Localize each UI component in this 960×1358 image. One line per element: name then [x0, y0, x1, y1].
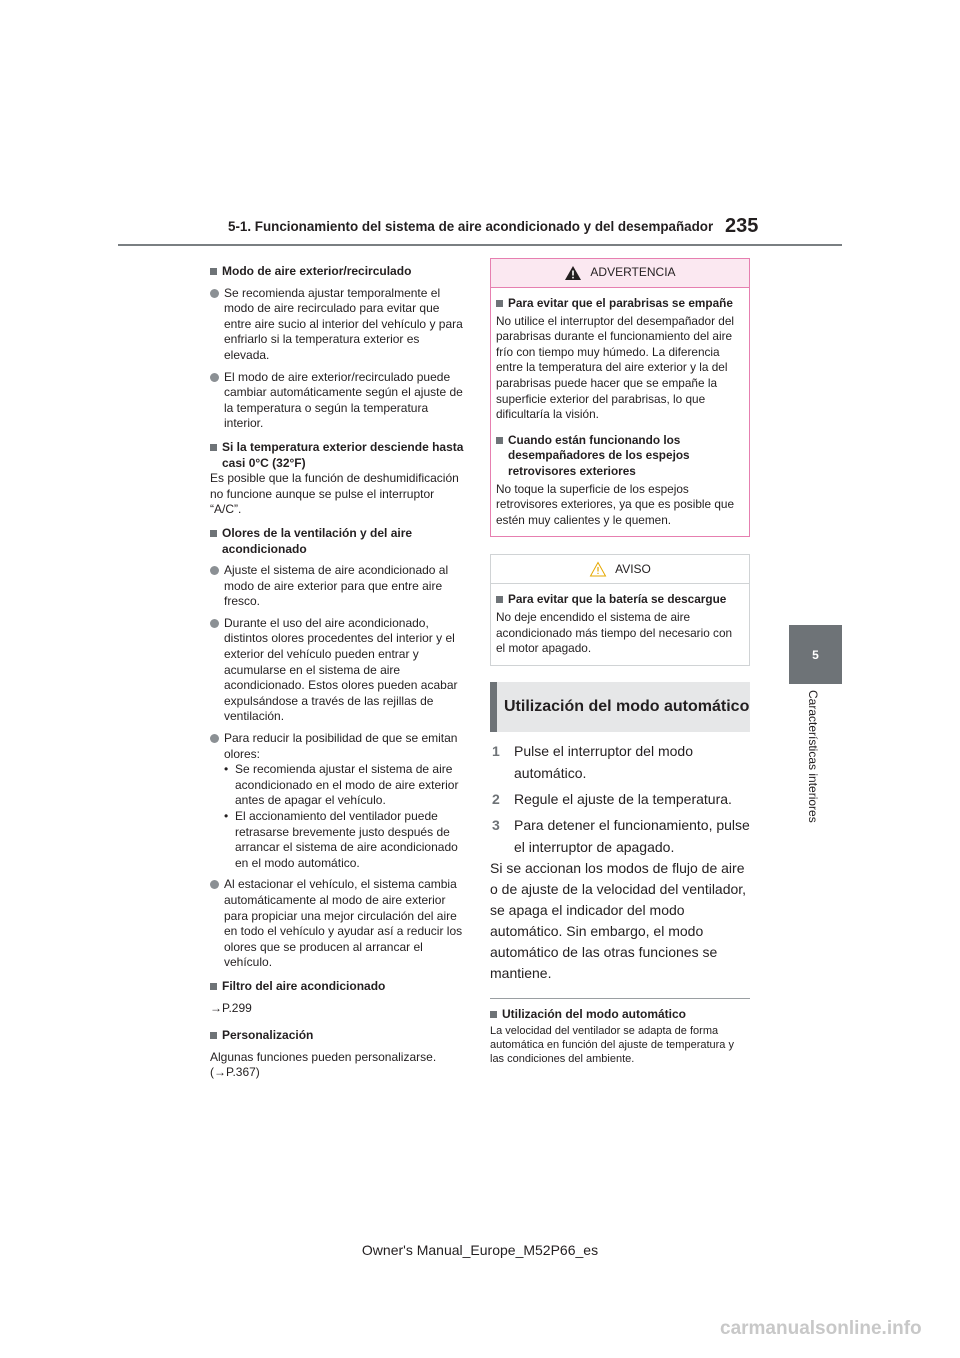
subheading: Para evitar que el parabrisas se empañe: [496, 296, 744, 312]
paragraph: No toque la superficie de los espejos retrovisores exteriores, ya que es posible que estén muy calientes y le quemen.: [496, 481, 735, 527]
paragraph: No deje encendido el sistema de aire acondicionado más tiempo del necesario con el motor apagado.: [496, 609, 733, 656]
watermark: carmanualsonline.info: [720, 1318, 922, 1339]
notice-box-header: [491, 555, 749, 584]
bullet-item: Durante el uso del aire acondicionado, distintos olores procedentes del interior y el exterior del vehículo pueden entrar y acumularse en el sistema de aire acondicionado. Estos olores pueden acabar expulsándose a través de las rejillas de ventilación.: [210, 616, 468, 725]
warning-box: [490, 258, 750, 537]
paragraph: Algunas funciones pueden personalizarse. (→P.367): [210, 1049, 437, 1080]
section-heading: Utilización del modo automático: [490, 682, 750, 732]
page-number: 235: [725, 215, 759, 237]
bullet-item: Para reducir la posibilidad de que se emitan olores: • Se recomienda ajustar el sistema de aire acondicionado en el modo de aire exterior antes de apagar el vehículo. • El accionamiento del ventilador puede retrasarse brevemente justo después de arrancar el sistema de aire acondicionado en el modo automático.: [210, 731, 468, 871]
subheading: Si la temperatura exterior desciende hasta casi 0°C (32°F): [210, 440, 468, 471]
subheading: Modo de aire exterior/recirculado: [210, 264, 468, 280]
chapter-tab-label: Características interiores: [806, 690, 820, 823]
chapter-title: 5-1. Funcionamiento del sistema de aire acondicionado y del desempañador: [228, 219, 714, 234]
right-column: [490, 258, 750, 1066]
notice-box: [490, 554, 750, 665]
subheading: Cuando están funcionando los desempañadores de los espejos retrovisores exteriores: [496, 433, 744, 480]
footer-text: Owner's Manual_Europe_M52P66_es: [361, 1242, 599, 1258]
subheading: Para evitar que la batería se descargue: [496, 592, 744, 608]
bullet-item: Al estacionar el vehículo, el sistema cambia automáticamente al modo de aire exterior para propiciar una mejor circulación del aire en todo el vehículo y ayudar así a reducir los olores que se producen al arrancar el vehículo.: [210, 877, 468, 971]
bullet-item: El modo de aire exterior/recirculado puede cambiar automáticamente según el ajuste de la temperatura o según la temperatura interior.: [210, 370, 468, 432]
left-column: [210, 256, 468, 1081]
header-rule: [118, 244, 842, 246]
subheading: Personalización: [210, 1028, 468, 1044]
subheading: Utilización del modo automático: [490, 1007, 750, 1023]
page-reference: →P.299: [210, 1000, 252, 1015]
paragraph: No utilice el interruptor del desempañador del parabrisas durante el funcionamiento del aire frío con tiempo muy húmedo. La diferencia entre la temperatura del aire exterior y la del parabrisas puede hacer que se empañe la superficie exterior del parabrisas, lo que dificultaría la visión.: [496, 313, 735, 422]
warning-triangle-icon: [564, 265, 582, 281]
step-item: 1 Pulse el interruptor del modo automático.: [492, 742, 693, 781]
warning-box-title: ADVERTENCIA: [590, 265, 676, 280]
notice-box-title: AVISO: [615, 561, 651, 576]
notice-triangle-icon: [589, 561, 607, 577]
chapter-tab-label-wrap: [802, 690, 824, 846]
paragraph: La velocidad del ventilador se adapta de forma automática en función del ajuste de temperatura y las condiciones del ambiente.: [490, 1025, 734, 1066]
step-item: 2 Regule el ajuste de la temperatura.: [492, 790, 732, 807]
warning-box-header: [491, 259, 749, 288]
paragraph: Es posible que la función de deshumidificación no funcione aunque se pulse el interruptor “A/C”.: [210, 471, 459, 517]
subheading: Filtro del aire acondicionado: [210, 979, 468, 995]
sub-bullet: • Se recomienda ajustar el sistema de aire acondicionado en el modo de aire exterior antes de apagar el vehículo.: [224, 762, 459, 808]
step-item: 3 Para detener el funcionamiento, pulse el interruptor de apagado.: [492, 816, 750, 855]
note: [490, 1007, 750, 1067]
bullet-item: Ajuste el sistema de aire acondicionado al modo de aire exterior para que entre aire fresco.: [210, 563, 468, 610]
bullet-item: Se recomienda ajustar temporalmente el modo de aire recirculado para evitar que entre aire sucio al interior del vehículo y para enfriarlo si la temperatura exterior es elevada.: [210, 286, 468, 364]
steps-list: [490, 740, 750, 858]
chapter-tab: 5: [789, 625, 842, 684]
subheading: Olores de la ventilación y del aire acondicionado: [210, 526, 468, 557]
paragraph: Si se accionan los modos de flujo de aire o de ajuste de la velocidad del ventilador, se apaga el indicador del modo automático. Sin embargo, el modo automático de las otras funciones se mantiene.: [490, 859, 747, 981]
note-rule: [490, 998, 750, 999]
sub-bullet: • El accionamiento del ventilador puede retrasarse brevemente justo después de arrancar el sistema de aire acondicionado en el modo automático.: [224, 809, 458, 870]
